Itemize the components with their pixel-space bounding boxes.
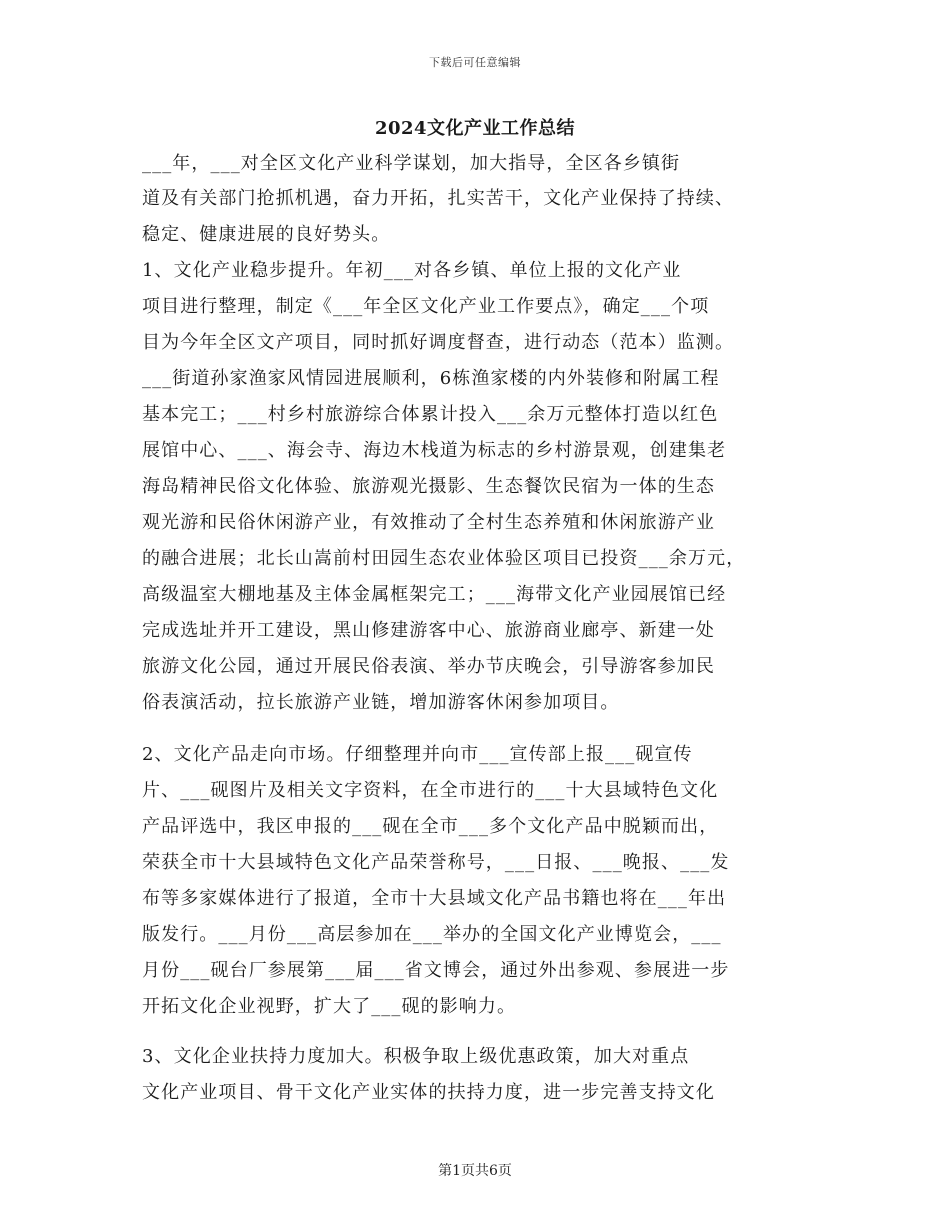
editable-note-header: 下载后可任意编辑 [429,56,521,69]
body-line: 的融合进展；北长山嵩前村田园生态农业体验区项目已投资___余万元， [142,548,746,569]
body-line: 文化产业项目、骨干文化产业实体的扶持力度，进一步完善支持文化 [142,1082,715,1103]
body-line: 道及有关部门抢抓机遇，奋力开拓，扎实苦干，文化产业保持了持续、 [142,188,735,209]
body-line: 展馆中心、___、海会寺、海边木栈道为标志的乡村游景观，创建集老 [142,440,727,461]
body-line: ___年，___对全区文化产业科学谋划，加大指导，全区各乡镇街 [142,153,681,174]
body-line: 完成选址并开工建设，黑山修建游客中心、旅游商业廊亭、新建一处 [142,620,715,641]
body-line: 高级温室大棚地基及主体金属框架完工；___海带文化产业园展馆已经 [142,584,727,605]
body-line: 稳定、健康进展的良好势头。 [142,224,391,245]
body-line: 片、___砚图片及相关文字资料，在全市进行的___十大县域特色文化 [142,780,719,801]
body-line: 1、文化产业稳步提升。年初___对各乡镇、单位上报的文化产业 [142,260,682,281]
body-line: 月份___砚台厂参展第___届___省文博会，通过外出参观、参展进一步 [142,960,730,981]
body-line: 海岛精神民俗文化体验、旅游观光摄影、生态餐饮民宿为一体的生态 [142,476,715,497]
body-line: 布等多家媒体进行了报道，全市十大县域文化产品书籍也将在___年出 [142,888,727,909]
body-line: 荣获全市十大县域特色文化产品荣誉称号，___日报、___晚报、___发 [142,852,730,873]
body-line: 目为今年全区文产项目，同时抓好调度督查，进行动态（范本）监测。 [142,332,735,353]
body-line: ___街道孙家渔家风情园进展顺利，6栋渔家楼的内外装修和附属工程 [142,368,720,389]
body-line: 开拓文化企业视野，扩大了___砚的影响力。 [142,996,517,1017]
body-line: 基本完工；___村乡村旅游综合体累计投入___余万元整体打造以红色 [142,404,719,425]
body-line: 2、文化产品走向市场。仔细整理并向市___宣传部上报___砚宣传 [142,744,693,765]
body-line: 版发行。___月份___高层参加在___举办的全国文化产业博览会，___ [142,924,722,945]
body-line: 产品评选中，我区申报的___砚在全市___多个文化产品中脱颖而出， [142,816,719,837]
body-line: 俗表演活动，拉长旅游产业链，增加游客休闲参加项目。 [142,692,620,713]
body-line: 旅游文化公园，通过开展民俗表演、举办节庆晚会，引导游客参加民 [142,656,715,677]
page-number: 第1页共6页 [438,1163,512,1179]
body-line: 3、文化企业扶持力度加大。积极争取上级优惠政策，加大对重点 [142,1046,690,1067]
body-line: 观光游和民俗休闲游产业，有效推动了全村生态养殖和休闲旅游产业 [142,512,715,533]
body-line: 项目进行整理，制定《___年全区文化产业工作要点》，确定___个项 [142,296,710,317]
document-title: 2024文化产业工作总结 [374,118,576,139]
